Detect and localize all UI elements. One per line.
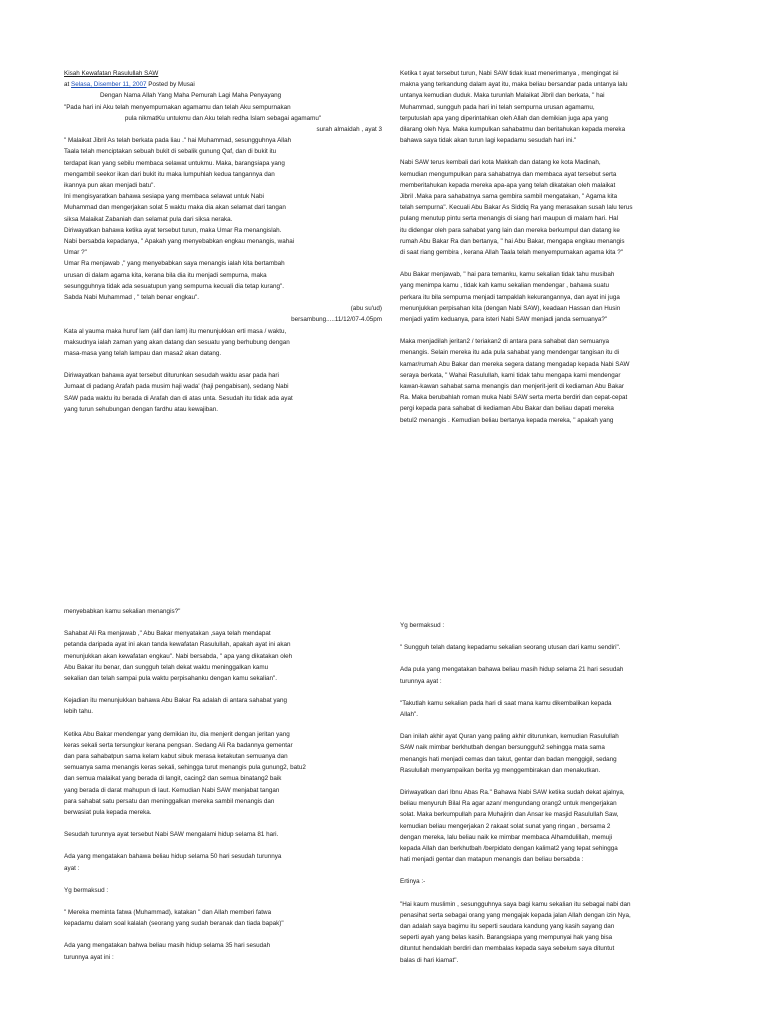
post-at: at <box>64 81 70 89</box>
paragraph: Ketika Abu Bakar mendengar yang demikian itu, dia menjerit dengan jeritan yang keras sekali serta tersungkur kerana pengsan. Sedang Ali Ra badannya gementar dan para sahabatpun sama kelam kabut sibuk merasa ketakutan semuanya dan semuanya sama menangis keras sekali, sehingga turut menangis pula gunung2, batu2 dan semua malaikat yang berada di langit, cacing2 dan semua binatang2 baik yang berada di darat mahupun di laut. Kemudian Nabi SAW menjabat tangan para sahabat satu persatu dan meninggalkan mereka sambil menangis dan berwasiat pula kepada mereka. <box>64 730 306 817</box>
paragraph: Ertinya :- <box>400 878 426 886</box>
paragraph: Ada yang mengatakan bahawa beliau hidup selama 50 hari sesudah turunnya ayat : <box>64 853 282 872</box>
paragraph: "Hai kaum muslimin , sesungguhnya saya bagi kamu sekalian itu sebagai nabi dan penasihat serta sebagai orang yang mengajak kepada jalan Allah dengan izin Nya, dan adalah saya bagimu itu seperti saudara kandung yang kasih sayang dan seperti ayah yang belas kasih. Barangsiapa yang mempunyai hak yang bisa dituntut hendaklah berdiri dan membalas kepada saya sebelum saya dituntut balas di hari kiamat". <box>400 900 631 964</box>
column-2 <box>400 68 718 426</box>
paragraph: Kata al yauma maka huruf lam (alif dan lam) itu menunjukkan erti masa / waktu, maksudnya ialah zaman yang akan datang dan sesuatu yang berhubung dengan masa-masa yang telah lampau dan masa2 akan datang. <box>64 327 290 358</box>
paragraph: Nabi SAW terus kembali dari kota Makkah dan datang ke kota Madinah, kemudian mengumpulkan para sahabatnya dan membaca ayat tersebut serta memberitahukan kepada mereka apa-apa yang telah dikatakan oleh malaikat Jibril .Maka para sahabatnya sama gembira sambil mengatakan, " Agama kita telah sempurna". Kecuali Abu Bakar As Siddiq Ra yang merasakan susah lalu terus pulang menutup pintu serta menangis di siang hari maupun di malam hari. Hal itu didengar oleh para sahabat yang lain dan mereka berkumpul dan datang ke rumah Abu Bakar Ra dan bertanya, " hai Abu Bakar, mengapa engkau menangis di saat riang gembira , kerana Allah Taala telah menyempurnakan agama kita ?" <box>400 159 633 257</box>
quote-line-1: "Pada hari ini Aku telah menyempurnakan agamamu dan telah Aku sempurnakan <box>64 103 291 111</box>
paragraph: Dan inilah akhir ayat Quran yang paling akhir diturunkan, kemudian Rasulullah SAW naik mimbar berkhutbah dengan bersungguh2 sehingga mata sama menangis hati menjadi cemas dan takut, gentar dan badan menggigil, sedang Rasulullah menyampaikan berita yg menggembirakan dan menakutkan. <box>400 733 619 774</box>
paragraph: " Sungguh telah datang kepadamu sekalian seorang utusan dari kamu sendiri". <box>400 644 621 652</box>
paragraph: Diriwayatkan dari Ibnu Abas Ra." Bahawa Nabi SAW ketika sudah dekat ajalnya, beliau menyuruh Bilal Ra agar azan/ mengundang orang2 untuk mengerjakan solat. Maka berkumpullah para Muhajirin dan Ansar ke masjid Rasulullah Saw, kemudian beliau mengerjakan 2 rakaat solat sunat yang ringan , bersama 2 dengan mereka, lalu beliau naik ke mimbar membaca Alhamdulillah, memuji kepada Allah dan berkhutbah /berpidato dengan kalimat2 yang tepat sehingga hati menjadi gentar dan matapun menangis dan beliau bersabda : <box>400 789 625 864</box>
post-date-link[interactable]: Selasa, Disember 11, 2007 <box>71 81 147 89</box>
post-meta <box>64 79 382 90</box>
paragraph: Ada pula yang mengatakan bahawa beliau masih hidup selama 21 hari sesudah turunnya ayat : <box>400 666 624 685</box>
source-date: bersambung.....11/12/07-4.05pm <box>291 316 382 324</box>
paragraph: " Mereka meminta fatwa (Muhammad), katakan " dan Allah memberi fatwa kepadamu dalam soal kalalah (seorang yang sudah beranak dan tiada bapak)" <box>64 909 284 928</box>
paragraph: Kejadian itu menunjukkan bahawa Abu Bakar Ra adalah di antara sahabat yang lebih tahu. <box>64 697 287 716</box>
paragraph: Ketika t ayat tersebut turun, Nabi SAW tidak kuat menerimanya , mengingat isi makna yang terkandung dalam ayat itu, maka beliau bersandar pada untanya lalu untanya kemudian duduk. Maka turunlah Malaikat Jibril dan berkata, " hai Muhammad, sungguh pada hari ini telah sempurna urusan agamamu, terputuslah apa yang diperintahkan oleh Allah dan demikian juga apa yang dilarang oleh Nya. Maka kumpulkan sahabatmu dan beritahukan kepada mereka bahawa saya tidak akan turun lagi kepadamu sesudah hari ini." <box>400 70 628 145</box>
paragraph: menyebabkan kamu sekalian menangis?" <box>64 608 181 615</box>
paragraph: Maka menjadilah jeritan2 / teriakan2 di antara para sahabat dan semuanya menangis. Selain mereka itu ada pula sahabat yang mendengar tangisan itu di kamar/rumah Abu Bakar dan mereka segera datang mengadap kepada Nabi SAW seraya berkata, " Wahai Rasulullah, kami tidak tahu mengapa kami mendengar kawan-kawan sahabat sama menangis dan menjerit-jerit di kediaman Abu Bakar Ra. Maka berubahlah roman muka Nabi SAW serta merta berdiri dan cepat-cepat pergi kepada para sahabat di kediaman Abu Bakar dan beliau dapati mereka betul2 menangis . Kemudian beliau bertanya kepada mereka, " apakah yang <box>400 338 630 424</box>
paragraph: Sahabat Ali Ra menjawab ," Abu Bakar menyatakan ,saya telah mendapat petanda daripada ayat ini akan tanda kewafatan Rasulullah, apakah ayat ini akan menunjukkan akan kewafatan engkau". Nabi bersabda, " apa yang dikatakan oleh Abu Bakar itu benar, dan sungguh telah dekat waktu meninggalkan kamu sekalian dan telah sampai pula waktu perpisahanku dengan kamu sekalian". <box>64 630 293 683</box>
paragraph: Yg bermaksud : <box>64 886 109 894</box>
bismillah: Dengan Nama Allah Yang Maha Pemurah Lagi Maha Penyayang <box>100 92 282 100</box>
paragraph: Ada yang mengatakan bahwa beliau masih hidup selama 35 hari sesudah turunnya ayat ini : <box>64 942 271 961</box>
quote-line-2: pula nikmatKu untukmu dan Aku telah redha Islam sebagai agamamu" <box>124 114 322 122</box>
paragraph: Yg bermaksud : <box>400 622 445 629</box>
post-author: Posted by Musai <box>148 81 195 89</box>
quote-reference: surah almaidah , ayat 3 <box>316 126 382 134</box>
paragraph: "Takutlah kamu sekalian pada hari di saat mana kamu dikembalikan kepada Allah". <box>400 699 612 719</box>
paragraph: " Malaikat Jibril As telah berkata pada liau ." hai Muhammad, sesungguhnya Allah Taala telah menciptakan sebuah bukit di sebalik gunung Qaf, dan di bukit itu terdapat ikan yang sebilu membaca selawat untukmu. Maka, barangsiapa yang mengambil seekor ikan dari bukit itu maka lumpuhlah kedua tangannya dan ikannya pun akan menjadi batu". Ini mengisyaratkan bahawa sesiapa yang membaca selawat untuk Nabi Muhammad dan mengerjakan solat 5 waktu maka dia akan selamat dari tangan siksa Malaikat Zabaniah dan selamat pula dari siksa neraka. Diriwayatkan bahawa ketika ayat tersebut turun, maka Umar Ra menangislah. Nabi bersabda kepadanya, " Apakah yang menyebabkan engkau menangis, wahai Umar ?" Umar Ra menjawab ," yang menyebabkan saya menangis ialah kita bertambah urusan di dalam agama kita, kerana bila dia itu menjadi sempurna, maka sesungguhnya tidak ada sesuatupun yang sempurna kecuali dia tetap kurang". Sabda Nabi Muhammad , " telah benar engkau". <box>64 137 295 302</box>
column-4 <box>400 620 718 966</box>
paragraph: Diriwayatkan bahawa ayat tersebut diturunkan sesudah waktu asar pada hari Jumaat di padang Arafah pada musim haji wada' (haji pengabisan), sedang Nabi SAW pada waktu itu berada di Arafah dan di atas unta. Sesudah itu tidak ada ayat yang turun sehubungan dengan fardhu atau kewajiban. <box>64 372 293 413</box>
paragraph: Sesudah turunnya ayat tersebut Nabi SAW mengalami hidup selama 81 hari. <box>64 831 279 839</box>
source-note: (abu su'ud) <box>350 305 382 313</box>
paragraph: Abu Bakar menjawab, " hai para temanku, kamu sekalian tidak tahu musibah yang menimpa kamu , tidak kah kamu sekalian mendengar , bahawa suatu perkara itu bila sempurna menjadi tampaklah kekurangannya, dan ayat ini juga menunjukkan perpisahan kita (dengan Nabi SAW), keadaan Hassan dan Husin menjadi yatim keduanya, para isteri Nabi SAW menjadi janda semuanya?" <box>400 271 621 324</box>
post-title[interactable]: Kisah Kewafatan Rasulullah SAW <box>64 70 159 77</box>
column-1 <box>64 68 382 415</box>
column-3 <box>64 606 382 963</box>
